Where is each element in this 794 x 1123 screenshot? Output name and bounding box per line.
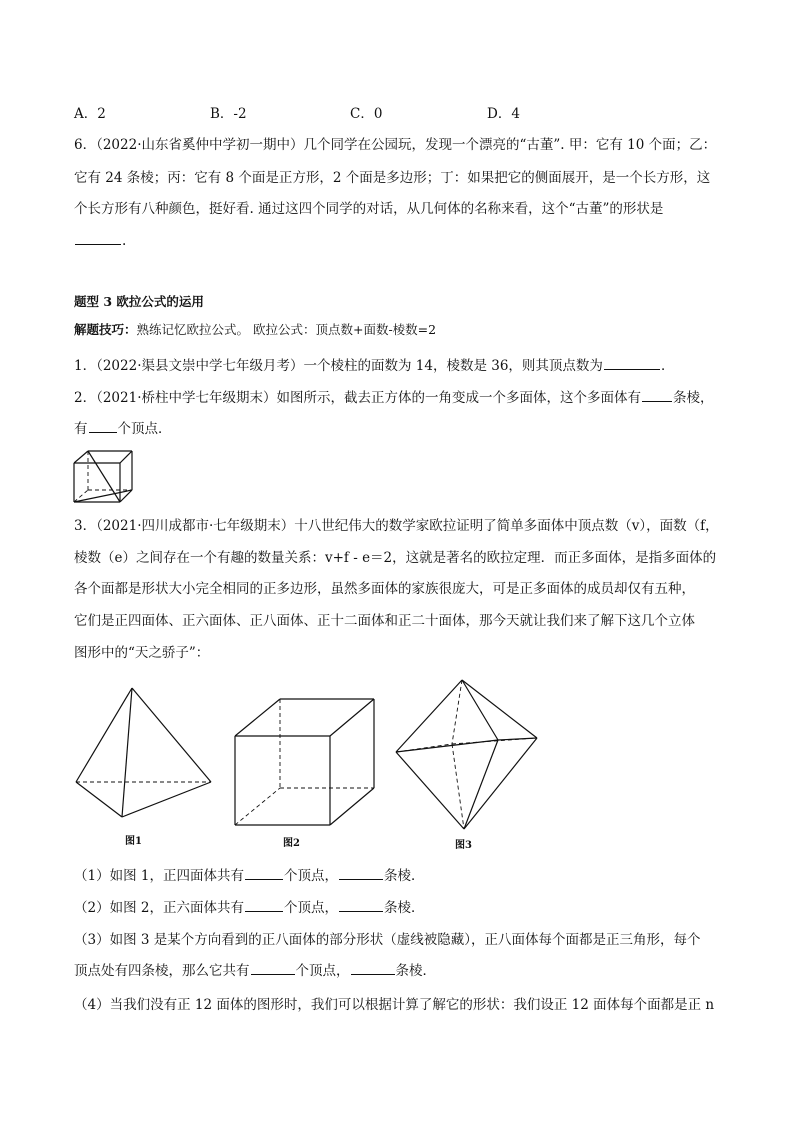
- choice-c: C．0: [350, 106, 383, 122]
- sub-q2: （2）如图 2，正六面体共有 个顶点， 条棱．: [74, 900, 425, 916]
- choice-b: B．-2: [210, 106, 247, 122]
- answer-blank[interactable]: [339, 867, 383, 880]
- q3-line3: 各个面都是形状大小完全相同的正多边形，虽然多面体的家族很庞大，可是正多面体的成员却仅有五种，: [74, 581, 695, 597]
- q6-line1: 6．（2022·山东省奚仲中学初一期中）几个同学在公园玩，发现一个漂亮的“古董”. 甲：它有 10 个面；乙：: [74, 137, 717, 153]
- section-tip: 解题技巧：熟练记忆欧拉公式。 欧拉公式：顶点数+面数-棱数=2: [74, 322, 437, 337]
- tetrahedron-figure: [74, 684, 214, 820]
- figure2-caption: 图2: [283, 838, 300, 849]
- sub-q3-line2: 顶点处有四条棱，那么它共有 个顶点， 条棱．: [74, 963, 436, 979]
- sub-q3-line1: （3）如图 3 是某个方向看到的正八面体的部分形状（虚线被隐藏），正八面体每个面都是正三角形，每个: [74, 932, 701, 948]
- answer-blank[interactable]: [245, 867, 283, 880]
- figure1-caption: 图1: [125, 836, 142, 847]
- answer-blank[interactable]: [75, 232, 121, 245]
- choice-d: D．4: [487, 106, 520, 122]
- q6-line3: 个长方形有八种颜色，挺好看. 通过这四个同学的对话，从几何体的名称来看，这个“古董”的形状是: [74, 201, 664, 217]
- answer-blank[interactable]: [245, 899, 283, 912]
- figure3-caption: 图3: [455, 840, 472, 851]
- sub-q1: （1）如图 1，正四面体共有 个顶点， 条棱．: [74, 868, 425, 884]
- q6-line2: 它有 24 条棱；丙：它有 8 个面是正方形，2 个面是多边形；丁：如果把它的侧面展开，是一个长方形，这: [74, 170, 711, 186]
- answer-blank[interactable]: [89, 420, 117, 433]
- answer-blank[interactable]: [351, 962, 395, 975]
- answer-blank[interactable]: [251, 962, 295, 975]
- cube-figure: [232, 696, 378, 828]
- q3-line2: 棱数（e）之间存在一个有趣的数量关系：v+f - e＝2，这就是著名的欧拉定理．而正多面体，是指多面体的: [74, 550, 717, 566]
- section-title: 题型 3 欧拉公式的运用: [74, 294, 204, 309]
- q6-line4: .: [74, 232, 126, 250]
- q3-line5: 图形中的“天之骄子”：: [74, 645, 210, 661]
- answer-blank[interactable]: [642, 389, 672, 402]
- q1-line: 1．（2022·渠县文崇中学七年级月考）一个棱柱的面数为 14，棱数是 36，则其顶点数为 ．: [74, 358, 675, 374]
- octahedron-figure: [394, 678, 540, 832]
- answer-blank[interactable]: [339, 899, 383, 912]
- choice-a: A．2: [74, 106, 106, 122]
- q3-line1: 3．（2021·四川成都市·七年级期末）十八世纪伟大的数学家欧拉证明了简单多面体中顶点数（v），面数（f，: [74, 518, 719, 534]
- q2-line1: 2．（2021·桥柱中学七年级期末）如图所示，截去正方体的一角变成一个多面体，这个多面体有 条棱，: [74, 390, 714, 406]
- q3-line4: 它们是正四面体、正六面体、正八面体、正十二面体和正二十面体，那今天就让我们来了解下这几个立体: [74, 613, 695, 629]
- answer-blank[interactable]: [604, 357, 660, 370]
- truncated-cube-figure: [72, 448, 138, 504]
- q2-line2: 有 个顶点．: [74, 421, 172, 437]
- sub-q4: （4）当我们没有正 12 面体的图形时，我们可以根据计算了解它的形状：我们设正 12 面体每个面都是正 n: [74, 997, 715, 1013]
